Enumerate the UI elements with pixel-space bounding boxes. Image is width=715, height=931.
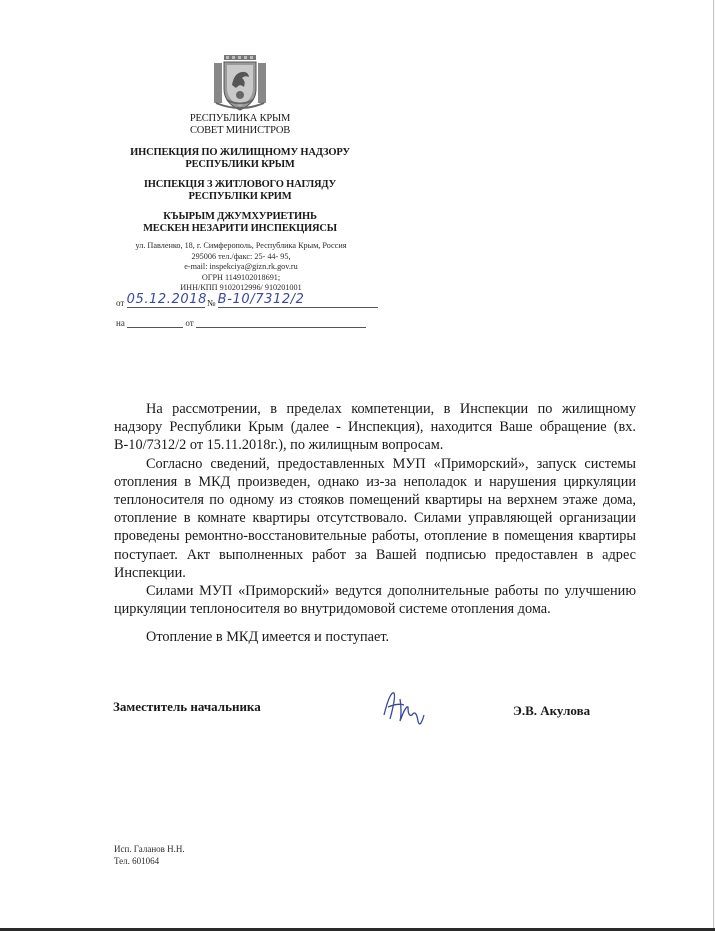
letterhead-state [115, 113, 365, 137]
executor-phone: Тел. 601064 [114, 856, 160, 866]
number-label: № [206, 298, 216, 308]
date-value: 05.12.2018 [126, 292, 208, 307]
council-name: СОВЕТ МИНИСТРОВ [189, 125, 291, 137]
executor-info [114, 843, 185, 867]
org-contacts [112, 241, 370, 294]
paragraph-1: На рассмотрении, в пределах компетенции, в Инспекции по жилищному надзору Республики Крым (далее - Инспекция), находится Ваше обращение (вх. В-10/7312/2 от 15.11.2018г.), по жилищным вопросам. [114, 401, 636, 454]
from-label: от [116, 298, 125, 308]
executor-name: Исп. Галанов Н.Н. [114, 844, 185, 854]
number-field [218, 292, 378, 308]
outgoing-registration [116, 292, 378, 308]
signatory-name: Э.В. Акулова [513, 703, 591, 718]
handwritten-signature [378, 685, 428, 733]
email: e-mail: inspekciya@gizn.rk.gov.ru [184, 262, 298, 272]
from2-blank [196, 327, 366, 328]
to-blank [127, 327, 183, 328]
date-field [126, 292, 208, 308]
org-ct-line2: МЕСКЕН НЕЗАРИТИ ИНСПЕКЦИЯСЫ [143, 223, 337, 235]
inn-kpp: ИНН/КПП 9102012996/ 910201001 [180, 283, 302, 293]
paragraph-4: Отопление в МКД имеется и поступает. [146, 629, 390, 646]
address-line2: 295006 тел./факс: 25- 44- 95, [191, 251, 291, 261]
crimea-coat-of-arms-icon [212, 55, 268, 113]
org-name-crimean-tatar [100, 211, 380, 235]
incoming-registration [116, 318, 366, 328]
org-ru-line1: ИНСПЕКЦИЯ ПО ЖИЛИЩНОМУ НАДЗОРУ [130, 147, 350, 158]
from2-label: от [185, 318, 194, 328]
org-ru-line2: РЕСПУБЛИКИ КРЫМ [185, 159, 295, 171]
paragraph-2: Согласно сведений, предоставленных МУП «Приморский», запуск системы отопления в МКД произведен, однако из-за неполадок и нарушения циркуляции теплоносителя по одному из стояков помещений квартиры на верхнем этаже дома, отопление в комнате квартиры отсутствовало. Силами управляющей организации проведены ремонтно-восстановительные работы, отопление в помещения квартиры поступает. Акт выполненных работ за Вашей подписью предоставлен в адрес Инспекции. [114, 455, 636, 581]
org-ua-line1: ІНСПЕКЦІЯ З ЖИТЛОВОГО НАГЛЯДУ [143, 179, 337, 190]
org-ct-line1: КЪЫРЫМ ДЖУМХУРИЕТИНЬ [163, 211, 317, 222]
org-name-ukrainian [100, 179, 380, 203]
ogrn: ОГРН 1149102018691; [201, 272, 281, 282]
signatory-title: Заместитель начальника [113, 699, 261, 714]
paragraph-3: Силами МУП «Приморский» ведутся дополнительные работы по улучшению циркуляции теплоносителя во внутридомовой системе отопления дома. [114, 583, 636, 618]
republic-name: РЕСПУБЛИКА КРЫМ [189, 113, 291, 124]
letter-body [114, 400, 636, 647]
to-label: на [116, 318, 125, 328]
org-name-russian [100, 147, 380, 171]
number-value: В-10/7312/2 [217, 292, 305, 307]
address-line1: ул. Павленко, 18, г. Симферополь, Республика Крым, Россия [135, 241, 347, 250]
org-ua-line2: РЕСПУБЛІКИ КРИМ [188, 191, 292, 203]
